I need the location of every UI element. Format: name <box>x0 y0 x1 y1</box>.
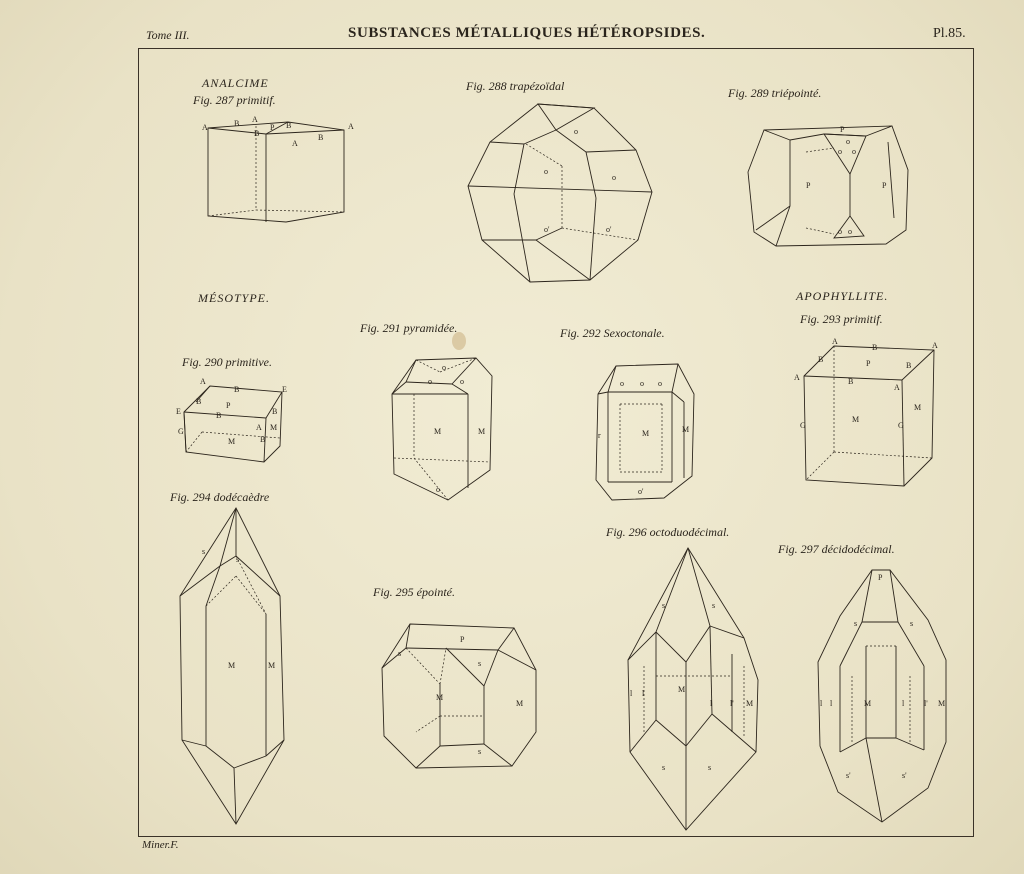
svg-text:o: o <box>442 363 446 372</box>
svg-text:A: A <box>832 337 838 346</box>
caption-fig-293: Fig. 293 primitif. <box>800 312 883 326</box>
svg-text:M: M <box>228 437 236 446</box>
svg-text:P: P <box>226 401 231 410</box>
svg-text:G: G <box>898 421 904 430</box>
svg-text:A: A <box>932 341 938 350</box>
svg-text:B: B <box>216 411 222 420</box>
svg-text:B: B <box>196 397 202 406</box>
svg-text:M: M <box>864 699 872 708</box>
svg-text:s: s <box>662 763 666 772</box>
svg-text:s: s <box>708 763 712 772</box>
svg-text:M: M <box>434 427 442 436</box>
svg-text:A: A <box>202 123 208 132</box>
svg-text:o: o <box>436 485 440 494</box>
caption-fig-287: Fig. 287 primitif. <box>193 93 276 107</box>
caption-fig-291: Fig. 291 pyramidée. <box>360 321 458 335</box>
svg-text:M: M <box>914 403 922 412</box>
svg-text:s: s <box>398 649 402 658</box>
svg-text:o: o <box>574 127 578 136</box>
svg-text:B: B <box>906 361 912 370</box>
svg-text:o: o <box>612 173 616 182</box>
svg-text:B: B <box>872 343 878 352</box>
svg-text:l: l <box>830 699 833 708</box>
plate-title: SUBSTANCES MÉTALLIQUES HÉTÉROPSIDES. <box>348 25 706 41</box>
crystal-fig-295 <box>380 620 540 770</box>
plate-number: Pl.85. <box>933 26 966 41</box>
caption-fig-292: Fig. 292 Sexoctonale. <box>560 326 665 340</box>
svg-text:P: P <box>460 635 465 644</box>
svg-text:l': l' <box>730 699 734 708</box>
svg-text:M: M <box>436 693 444 702</box>
section-apophyllite: APOPHYLLITE. <box>796 289 889 303</box>
svg-text:o: o <box>620 379 624 388</box>
svg-text:A: A <box>894 383 900 392</box>
svg-text:E: E <box>176 407 181 416</box>
svg-text:M: M <box>478 427 486 436</box>
caption-fig-297: Fig. 297 décidodécimal. <box>778 542 895 556</box>
crystal-fig-287 <box>196 112 356 232</box>
svg-text:A: A <box>794 373 800 382</box>
svg-text:s: s <box>202 547 206 556</box>
crystal-fig-292 <box>594 356 700 506</box>
svg-text:P: P <box>866 359 871 368</box>
svg-text:o': o' <box>606 225 612 234</box>
svg-text:l': l' <box>924 699 928 708</box>
svg-text:M: M <box>268 661 276 670</box>
crystal-fig-296 <box>626 546 762 832</box>
svg-text:A: A <box>200 377 206 386</box>
caption-fig-290: Fig. 290 primitive. <box>182 355 272 369</box>
caption-fig-294: Fig. 294 dodécaèdre <box>170 490 270 504</box>
svg-text:l: l <box>642 689 645 698</box>
svg-text:P: P <box>878 573 883 582</box>
svg-text:B: B <box>286 121 292 130</box>
svg-text:M: M <box>270 423 278 432</box>
svg-text:G: G <box>800 421 806 430</box>
svg-text:M: M <box>938 699 946 708</box>
svg-text:M: M <box>678 685 686 694</box>
svg-text:B: B <box>254 129 260 138</box>
svg-text:s: s <box>478 659 482 668</box>
section-analcime: ANALCIME <box>202 76 269 90</box>
crystal-fig-297 <box>816 566 952 826</box>
svg-text:s: s <box>662 601 666 610</box>
crystal-fig-288 <box>466 100 656 290</box>
svg-text:o: o <box>852 147 856 156</box>
svg-text:s: s <box>910 619 914 628</box>
svg-text:M: M <box>852 415 860 424</box>
svg-text:A: A <box>292 139 298 148</box>
svg-text:l: l <box>710 699 713 708</box>
caption-fig-288: Fig. 288 trapézoïdal <box>466 79 565 93</box>
svg-text:l: l <box>630 689 633 698</box>
svg-text:A: A <box>252 115 258 124</box>
svg-text:o': o' <box>638 487 644 496</box>
svg-text:B: B <box>234 385 240 394</box>
svg-text:P: P <box>840 125 845 134</box>
svg-text:o': o' <box>544 225 550 234</box>
svg-text:o: o <box>838 227 842 236</box>
svg-text:o: o <box>846 137 850 146</box>
svg-text:r: r <box>598 431 601 440</box>
svg-text:B: B <box>234 119 240 128</box>
svg-text:o: o <box>428 377 432 386</box>
caption-fig-295: Fig. 295 épointé. <box>373 585 455 599</box>
svg-text:s: s <box>236 555 240 564</box>
crystal-fig-291 <box>388 354 498 504</box>
svg-text:A: A <box>348 122 354 131</box>
svg-text:B: B <box>272 407 278 416</box>
svg-text:s: s <box>854 619 858 628</box>
svg-text:o: o <box>658 379 662 388</box>
svg-text:P: P <box>270 123 275 132</box>
svg-text:o: o <box>460 377 464 386</box>
svg-text:B: B <box>848 377 854 386</box>
svg-text:l: l <box>820 699 823 708</box>
svg-text:A: A <box>256 423 262 432</box>
svg-text:B: B <box>260 435 266 444</box>
svg-text:o: o <box>544 167 548 176</box>
section-mesotype: MÉSOTYPE. <box>198 291 270 305</box>
svg-text:B: B <box>318 133 324 142</box>
svg-text:l: l <box>902 699 905 708</box>
svg-text:M: M <box>682 425 690 434</box>
svg-text:o: o <box>848 227 852 236</box>
svg-text:s': s' <box>846 771 851 780</box>
svg-text:G: G <box>178 427 184 436</box>
svg-text:o: o <box>838 147 842 156</box>
svg-text:o: o <box>640 379 644 388</box>
tome-label: Tome III. <box>146 28 190 42</box>
svg-text:P: P <box>806 181 811 190</box>
engraver-signature: Miner.F. <box>142 839 179 851</box>
crystal-fig-289 <box>746 118 912 252</box>
caption-fig-296: Fig. 296 octoduodécimal. <box>606 525 730 539</box>
svg-text:M: M <box>746 699 754 708</box>
svg-text:M: M <box>642 429 650 438</box>
svg-text:B: B <box>818 355 824 364</box>
crystal-fig-290 <box>172 372 298 466</box>
svg-text:s: s <box>478 747 482 756</box>
svg-text:M: M <box>228 661 236 670</box>
svg-text:E: E <box>282 385 287 394</box>
svg-text:s': s' <box>902 771 907 780</box>
svg-text:P: P <box>882 181 887 190</box>
svg-text:s: s <box>712 601 716 610</box>
caption-fig-289: Fig. 289 triépointé. <box>728 86 822 100</box>
svg-text:M: M <box>516 699 524 708</box>
crystal-fig-294 <box>176 506 288 828</box>
crystal-fig-293 <box>794 336 944 490</box>
